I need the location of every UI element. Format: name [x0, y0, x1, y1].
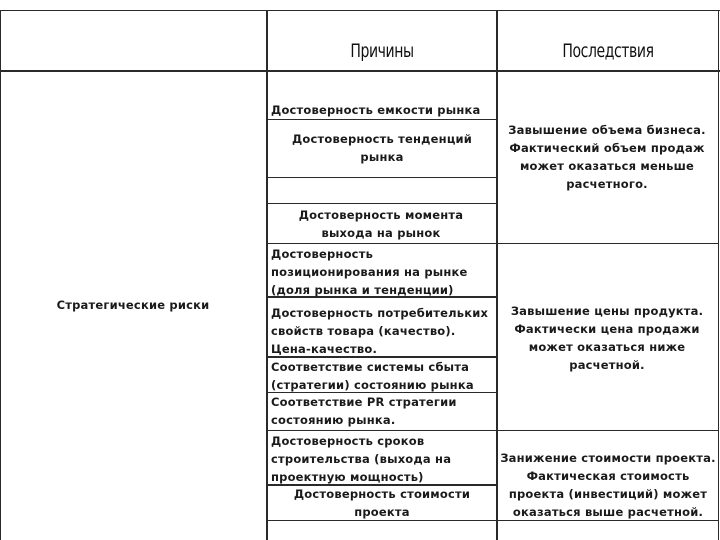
cause-pr-strategy: Соответствие PR стратегии состоянию рынка. — [271, 395, 457, 427]
row-sep — [266, 177, 496, 178]
right-border — [718, 10, 719, 540]
cause-sales-system: Соответствие системы сбыта (стратегии) состоянию рынка — [271, 360, 474, 392]
row-sep — [496, 243, 718, 244]
header-bottom-border — [0, 70, 720, 72]
cause-market-entry-timing: Достоверность момента выхода на рынок — [298, 208, 464, 240]
cause-construction-timing: Достоверность сроков строительства (выхода на проектную мощность) — [271, 434, 452, 484]
left-border — [0, 10, 1, 540]
row-sep — [266, 203, 496, 204]
header-consequences: Последствия — [562, 40, 654, 62]
consequence-product-price: Завышение цены продукта. Фактически цена продажи может оказаться ниже расчетной. — [510, 304, 704, 372]
consequence-project-cost: Занижение стоимости проекта. Фактическая стоимость проекта (инвестиций) может оказаться выше расчетной. — [500, 451, 716, 519]
row-sep — [266, 430, 496, 431]
cause-market-capacity: Достоверность емкости рынка — [271, 103, 481, 117]
row-sep — [266, 243, 496, 244]
category-strategic-risks: Стратегические риски — [56, 298, 210, 312]
cause-market-trends: Достоверность тенденций рынка — [291, 132, 473, 164]
col-divider-1 — [266, 10, 268, 540]
top-border — [0, 10, 720, 11]
cause-project-cost: Достоверность стоимости проекта — [293, 487, 471, 519]
consequence-business-volume: Завышение объема бизнеса. Фактический объем продаж может оказаться меньше расчетного. — [508, 123, 706, 191]
cause-consumer-properties: Достоверность потребительких свойств товара (качество). Цена-качество. — [271, 306, 489, 356]
row-sep — [266, 119, 496, 120]
row-sep — [496, 430, 718, 431]
header-causes: Причины — [350, 40, 414, 62]
cause-market-positioning: Достоверность позиционирования на рынке (доля рынка и тенденции) — [271, 247, 468, 297]
